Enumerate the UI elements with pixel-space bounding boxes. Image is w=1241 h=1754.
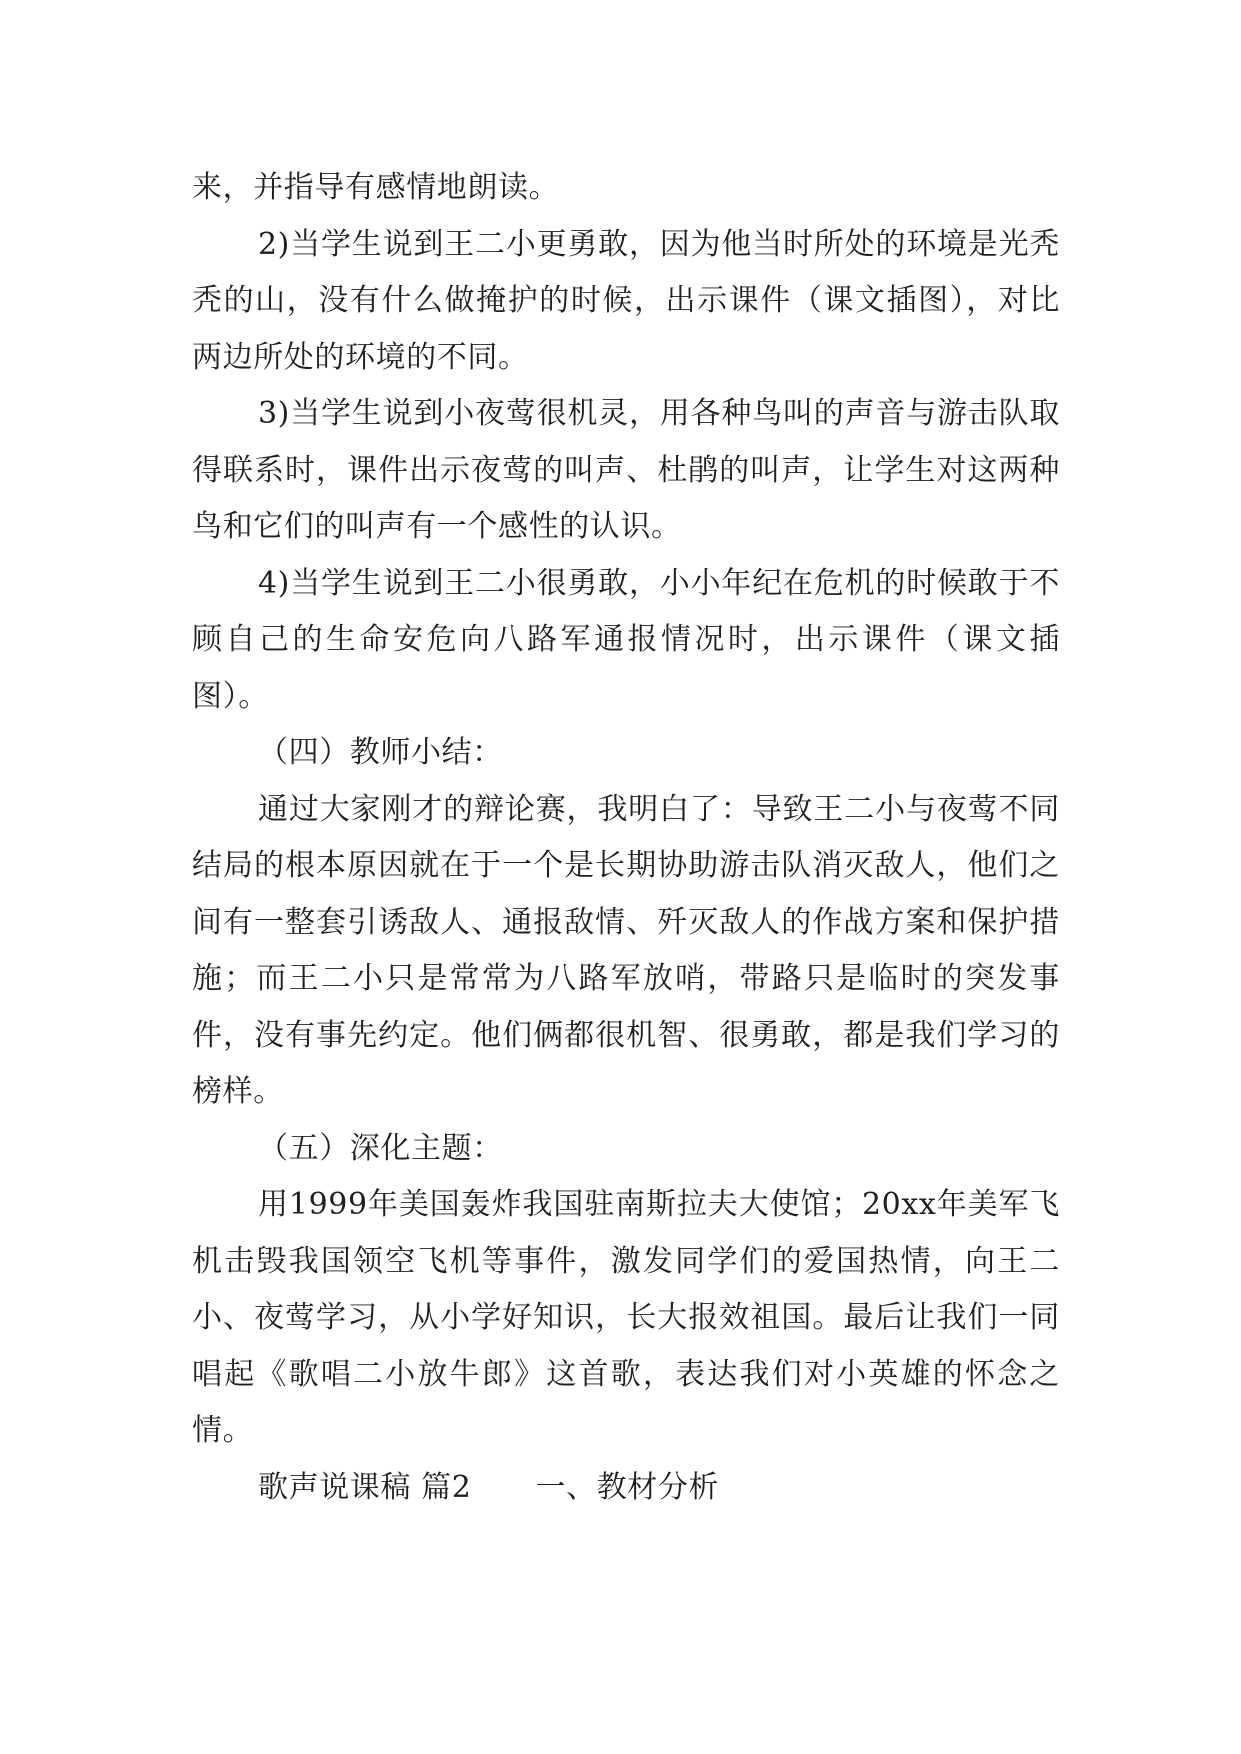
document-body	[192, 160, 1060, 1516]
paragraph-teacher-summary: 通过大家刚才的辩论赛，我明白了：导致王二小与夜莺不同结局的根本原因就在于一个是长期协助游击队消灭敌人，他们之间有一整套引诱敌人、通报敌情、歼灭敌人的作战方案和保护措施；而王二小只是常常为八路军放哨，带路只是临时的突发事件，没有事先约定。他们俩都很机智、很勇敢，都是我们学习的榜样。	[192, 791, 1060, 1109]
paragraph-deepen-theme: 用1999年美国轰炸我国驻南斯拉夫大使馆；20xx年美军飞机击毁我国领空飞机等事件，激发同学们的爱国热情，向王二小、夜莺学习，从小学好知识，长大报效祖国。最后让我们一同唱起《歌唱二小放牛郎》这首歌，表达我们对小英雄的怀念之情。	[192, 1187, 1060, 1448]
section-heading-deepen-theme: （五）深化主题：	[258, 1130, 503, 1166]
paragraph-point-2: 2)当学生说到王二小更勇敢，因为他当时所处的环境是光秃秃的山，没有什么做掩护的时候，出示课件（课文插图），对比两边所处的环境的不同。	[192, 226, 1060, 375]
paragraph-continuation: 来，并指导有感情地朗读。	[192, 170, 560, 205]
lesson-title: 歌声说课稿 篇2	[258, 1469, 472, 1505]
paragraph-point-3: 3)当学生说到小夜莺很机灵，用各种鸟叫的声音与游击队取得联系时，课件出示夜莺的叫声、杜鹃的叫声，让学生对这两种鸟和它们的叫声有一个感性的认识。	[192, 396, 1060, 544]
paragraph-point-4: 4)当学生说到王二小很勇敢，小小年纪在危机的时候敢于不顾自己的生命安危向八路军通报情况时，出示课件（课文插图）。	[192, 565, 1060, 714]
section-heading-teacher-summary: （四）教师小结：	[258, 735, 503, 770]
next-section-heading	[192, 1460, 1060, 1517]
section-title-material-analysis: 一、教材分析	[535, 1469, 720, 1505]
